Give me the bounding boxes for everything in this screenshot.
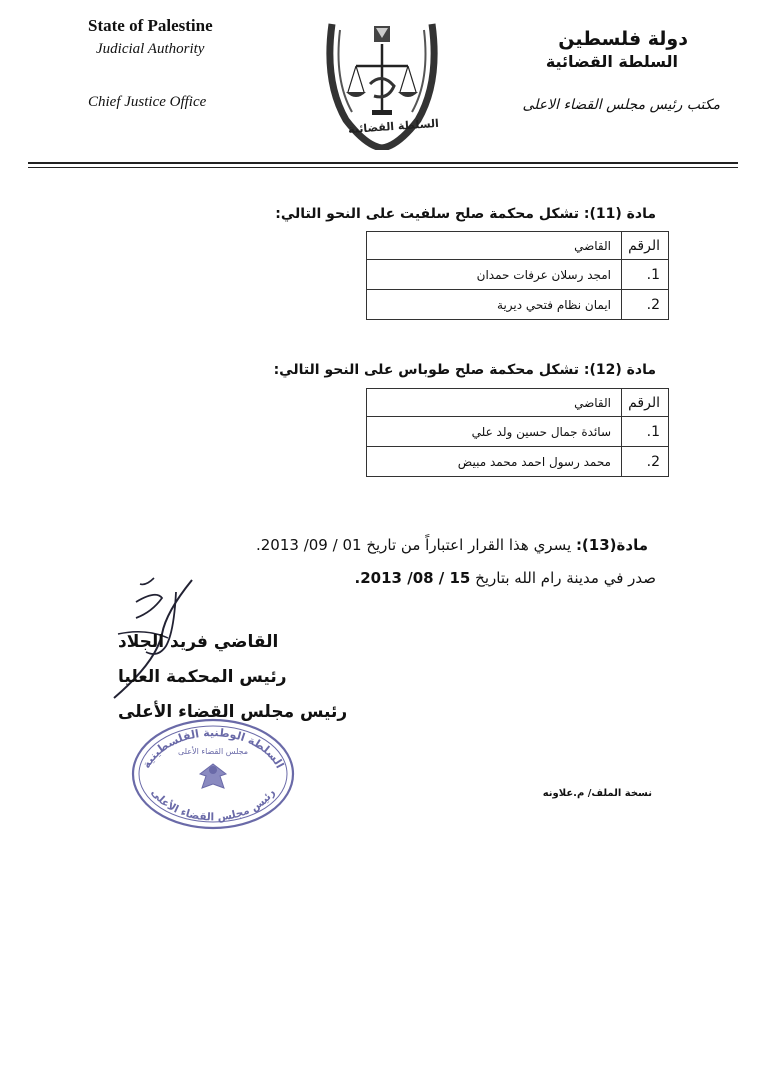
stamp-icon bbox=[128, 714, 298, 830]
article-13-text: يسري هذا القرار اعتباراً من تاريخ 01 / 09/ 2013. bbox=[255, 536, 572, 554]
signatory-name: القاضي فريد الجلاد bbox=[118, 632, 279, 652]
column-header-judge: القاضي bbox=[367, 389, 622, 417]
header-rule-thin bbox=[28, 167, 738, 168]
official-stamp bbox=[128, 714, 298, 830]
table-row bbox=[367, 260, 669, 290]
issued-date: 15 / 08/ 2013. bbox=[354, 569, 471, 587]
row-number: 1. bbox=[622, 260, 669, 290]
judge-name: محمد رسول احمد محمد مبيض bbox=[367, 447, 622, 477]
column-header-judge: القاضي bbox=[367, 232, 622, 260]
table-header-row bbox=[367, 389, 669, 417]
issued-text: صدر في مدينة رام الله بتاريخ bbox=[475, 569, 656, 587]
issued-line bbox=[355, 569, 656, 587]
stamp-middle-text: مجلس القضاء الأعلى bbox=[177, 747, 249, 756]
article-13 bbox=[256, 536, 648, 554]
stamp-bottom-text: رئيس مجلس القضاء الأعلى bbox=[148, 786, 278, 824]
row-number: 1. bbox=[622, 417, 669, 447]
article-12-table bbox=[366, 388, 669, 477]
header-rule-thick bbox=[28, 162, 738, 164]
table-header-row bbox=[367, 232, 669, 260]
row-number: 2. bbox=[622, 447, 669, 477]
header-en-office: Chief Justice Office bbox=[88, 94, 207, 110]
header-ar-office: مكتب رئيس مجلس القضاء الاعلى bbox=[522, 97, 720, 113]
table-row bbox=[367, 447, 669, 477]
judge-name: سائدة جمال حسين ولد علي bbox=[367, 417, 622, 447]
article-11-heading: مادة (11): تشكل محكمة صلح سلفيت على النحو التالي: bbox=[275, 206, 656, 222]
header-ar-subtitle: السلطة القضائية bbox=[545, 52, 678, 71]
judge-name: ايمان نظام فتحي ديرية bbox=[367, 290, 622, 320]
column-header-number: الرقم bbox=[622, 389, 669, 417]
judge-name: امجد رسلان عرفات حمدان bbox=[367, 260, 622, 290]
emblem-caption: السلطة القضائية bbox=[347, 116, 440, 137]
article-12-heading: مادة (12): تشكل محكمة صلح طوباس على النحو التالي: bbox=[273, 362, 656, 378]
judicial-emblem bbox=[318, 2, 446, 150]
file-copy-note: نسخة الملف/ م.علاونه bbox=[542, 788, 652, 799]
article-11-table bbox=[366, 231, 669, 320]
column-header-number: الرقم bbox=[622, 232, 669, 260]
header-en-subtitle: Judicial Authority bbox=[96, 41, 205, 57]
signatory-title-2: رئيس مجلس القضاء الأعلى bbox=[118, 702, 348, 722]
signatory-title-1: رئيس المحكمة العليا bbox=[118, 667, 287, 687]
row-number: 2. bbox=[622, 290, 669, 320]
header-en-title: State of Palestine bbox=[88, 16, 213, 35]
table-row bbox=[367, 417, 669, 447]
table-row bbox=[367, 290, 669, 320]
article-13-label: مادة(13): bbox=[575, 536, 648, 554]
header-ar-title: دولة فلسطين bbox=[558, 28, 688, 50]
stamp-top-text: السلطة الوطنية الفلسطينية bbox=[139, 726, 287, 771]
